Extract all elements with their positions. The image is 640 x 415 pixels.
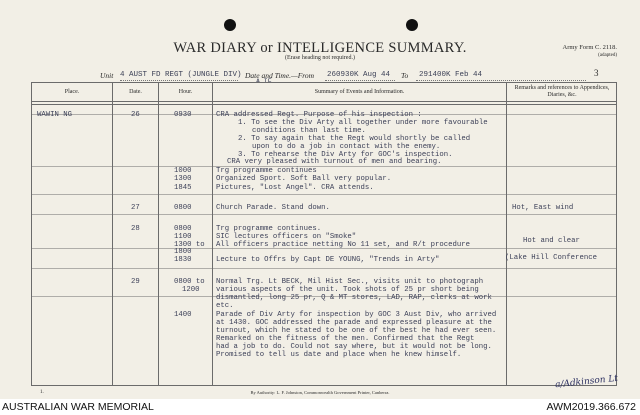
hour-cell: 1830: [174, 256, 192, 264]
printer-authority: By Authority: L. F. Johnston, Commonwealth Government Printer, Canberra.: [250, 390, 390, 395]
remark-cell: Hot, East wind: [512, 204, 574, 212]
hour-cell: 1400: [174, 311, 192, 319]
remark-cell: (Lake Hill Conference: [505, 254, 597, 262]
unit-label: Unit: [100, 71, 114, 80]
event-line: 3. To rehearse the Div Arty for GOC's inspection.: [238, 151, 453, 159]
document-subtitle: (Erase heading not required.): [285, 55, 355, 61]
date-from: 260930K Aug 44: [327, 71, 391, 79]
caption-bar: [0, 399, 640, 415]
unit-underline: [120, 80, 238, 81]
event-line: conditions than last time.: [252, 127, 366, 135]
to-underline: [416, 80, 586, 81]
punch-hole: [406, 19, 418, 31]
hour-cell: 0800 to: [174, 278, 205, 286]
event-line: Remarked on the fitness of the men. Confirmed that the Regt: [216, 335, 475, 343]
header-double-rule: [31, 104, 617, 105]
event-line: etc.: [216, 302, 234, 310]
event-line: Organized Sport. Soft Ball very popular.: [216, 175, 392, 183]
row-rule: [31, 166, 617, 167]
event-line: dismantled, long 25 pr, Q & MT stores, LAD, RAP, clerks at work: [216, 294, 492, 302]
date-cell: 29: [131, 278, 140, 286]
sheet-number: 1.: [40, 390, 44, 395]
hour-cell: 1100: [174, 233, 192, 241]
header-hour: Hour.: [178, 89, 193, 95]
header-bottom-rule: [31, 101, 617, 102]
event-line: Church Parade. Stand down.: [216, 204, 330, 212]
punch-hole: [224, 19, 236, 31]
hour-cell: 0800: [174, 204, 192, 212]
event-line: Lecture to Offrs by Capt DE YOUNG, "Trends in Arty": [216, 256, 440, 264]
table-top-rule: [31, 82, 617, 83]
event-line: turnout, which he stated to be one of the best he had ever seen.: [216, 327, 497, 335]
hour-cell: 1300 to: [174, 241, 205, 249]
event-line: had a job to do. Could not say where, but it would not be long.: [216, 343, 492, 351]
col-rule: [506, 82, 507, 385]
event-line: Parade of Div Arty for inspection by GOC 3 Aust Div, who arrived: [216, 311, 497, 319]
hour-cell: 0800: [174, 225, 192, 233]
event-line: Promised to tell us date and place when he knew himself.: [216, 351, 462, 359]
event-line: various aspects of the unit. Took shots of 25 pr short being: [216, 286, 479, 294]
date-cell: 26: [131, 111, 140, 119]
from-underline: [325, 80, 395, 81]
hour-cell: 1845: [174, 184, 192, 192]
date-to: 291400K Feb 44: [419, 71, 483, 79]
row-rule: [31, 214, 617, 215]
col-rule: [31, 82, 32, 385]
row-rule: [31, 268, 617, 269]
caption-accession: AWM2019.366.672: [546, 401, 636, 413]
col-rule: [112, 82, 113, 385]
event-line: 1. To see the Div Arty all together under more favourable: [238, 119, 488, 127]
event-line: Trg programme continues: [216, 167, 317, 175]
date-cell: 28: [131, 225, 140, 233]
header-summary: Summary of Events and Information.: [314, 89, 405, 95]
hour-cell: 1200: [182, 286, 200, 294]
event-line: 2. To say again that the Regt would shortly be called: [238, 135, 471, 143]
event-line: CRA addressed Regt. Purpose of his inspection :: [216, 111, 422, 119]
hour-cell: 1000: [174, 167, 192, 175]
col-rule: [212, 82, 213, 385]
col-rule: [616, 82, 617, 385]
place-cell: WAWIN NG: [37, 111, 73, 119]
event-line: upon to do a job in contact with the enemy.: [252, 143, 441, 151]
event-line: All officers practice netting No 11 set, and R/t procedure: [216, 241, 470, 249]
hour-cell: 1300: [174, 175, 192, 183]
unit-value: 4 AUST FD REGT (JUNGLE DIV): [120, 71, 242, 79]
row-rule: [31, 194, 617, 195]
event-line: at 1430. GOC addressed the parade and expressed pleasure at the: [216, 319, 492, 327]
document-title: WAR DIARY or INTELLIGENCE SUMMARY.: [173, 40, 467, 56]
event-line: Trg programme continues.: [216, 225, 322, 233]
form-number: Army Form C. 2118. (adapted): [562, 44, 617, 58]
event-line: Pictures, "Lost Angel". CRA attends.: [216, 184, 374, 192]
hour-cell: 1800: [174, 248, 192, 256]
date-label: Date and Time.—From: [245, 71, 315, 80]
header-date: Date.: [129, 89, 142, 95]
col-rule: [158, 82, 159, 385]
header-remarks: Remarks and references to Appendices, Diaries, &c.: [514, 85, 610, 98]
hour-cell: 0930: [174, 111, 192, 119]
handwritten-signature: a/Adkinson Lt: [554, 373, 619, 391]
caption-institution: AUSTRALIAN WAR MEMORIAL: [2, 401, 154, 413]
page-tick: 3: [594, 68, 599, 78]
date-cell: 27: [131, 204, 140, 212]
table-bottom-rule: [31, 385, 617, 386]
to-label: To: [401, 71, 409, 80]
event-line: Normal Trg. Lt BECK, Mil Hist Sec., visits unit to photograph: [216, 278, 484, 286]
header-place: Place.: [64, 89, 80, 95]
event-line: CRA very pleased with turnout of men and bearing.: [227, 158, 442, 166]
event-line: SIC lectures officers on "Smoke": [216, 233, 357, 241]
remark-cell: Hot and clear: [523, 237, 580, 245]
